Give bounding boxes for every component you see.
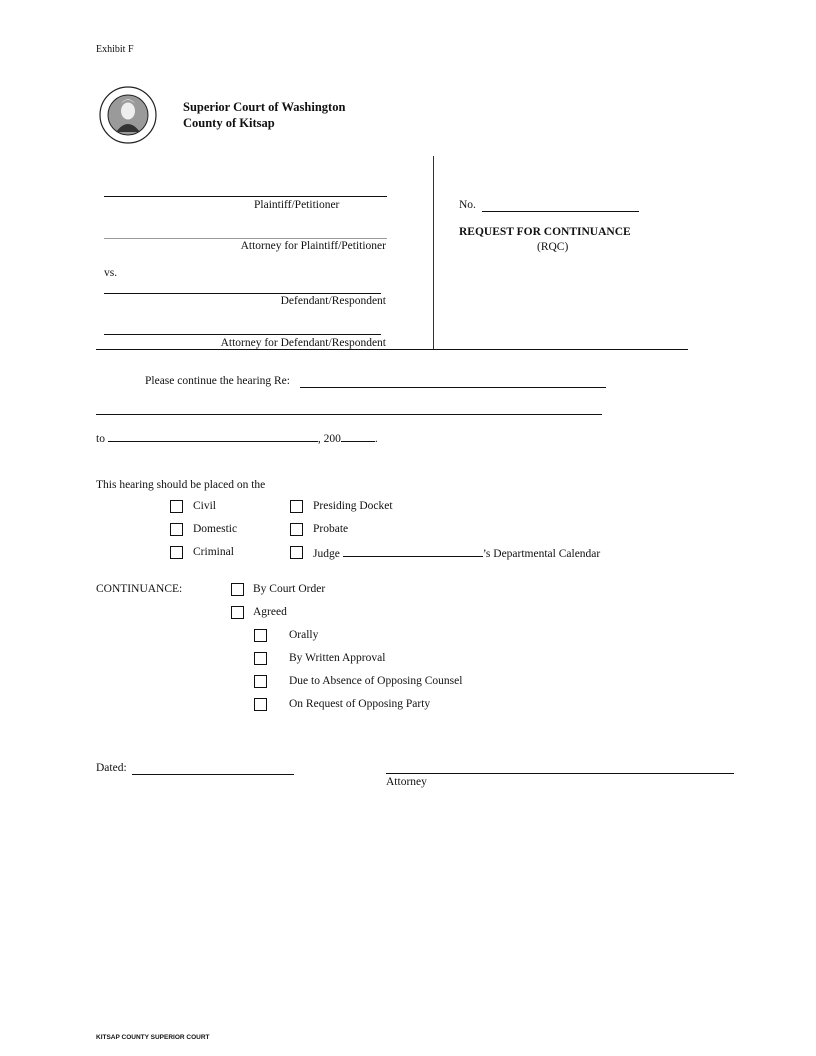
year-field[interactable]	[341, 431, 375, 442]
court-name: Superior Court of Washington	[183, 100, 346, 114]
presiding-docket-label: Presiding Docket	[313, 500, 393, 512]
defendant-field[interactable]	[104, 293, 381, 294]
attorney-signature-label: Attorney	[386, 776, 427, 788]
continuance-label: CONTINUANCE:	[96, 583, 183, 595]
period: .	[374, 433, 378, 445]
judge-name-field[interactable]	[343, 546, 483, 557]
caption-bottom-rule	[96, 349, 688, 350]
to-date-row	[96, 431, 378, 445]
attorney-defendant-label: Attorney for Defendant/Respondent	[220, 337, 386, 349]
presiding-docket-checkbox[interactable]	[290, 500, 303, 513]
exhibit-label: Exhibit F	[96, 44, 134, 55]
agreed-label: Agreed	[253, 606, 287, 618]
attorney-signature-field[interactable]	[386, 773, 734, 774]
document-code: (RQC)	[537, 241, 569, 253]
probate-label: Probate	[313, 523, 349, 535]
civil-checkbox[interactable]	[170, 500, 183, 513]
written-approval-checkbox[interactable]	[254, 652, 267, 665]
year-prefix: , 200	[317, 433, 341, 445]
orally-checkbox[interactable]	[254, 629, 267, 642]
document-title: REQUEST FOR CONTINUANCE	[459, 226, 631, 238]
domestic-checkbox[interactable]	[170, 523, 183, 536]
absence-opposing-counsel-label: Due to Absence of Opposing Counsel	[289, 675, 463, 687]
domestic-label: Domestic	[193, 523, 238, 535]
criminal-label: Criminal	[193, 546, 234, 558]
caption-divider	[433, 156, 434, 349]
hearing-re-field-line2[interactable]	[96, 414, 602, 415]
hearing-re-field[interactable]	[300, 387, 606, 388]
dated-field[interactable]	[132, 774, 294, 775]
criminal-checkbox[interactable]	[170, 546, 183, 559]
orally-label: Orally	[289, 629, 319, 641]
absence-opposing-counsel-checkbox[interactable]	[254, 675, 267, 688]
continue-hearing-label: Please continue the hearing Re:	[145, 375, 290, 387]
case-number-label: No.	[459, 199, 476, 211]
vs-label: vs.	[104, 267, 118, 279]
request-opposing-party-checkbox[interactable]	[254, 698, 267, 711]
placement-label: This hearing should be placed on the	[96, 479, 266, 491]
to-date-field[interactable]	[108, 431, 318, 442]
civil-label: Civil	[193, 500, 217, 512]
state-seal-logo	[99, 86, 157, 144]
plaintiff-label: Plaintiff/Petitioner	[254, 199, 340, 211]
to-label: to	[96, 433, 105, 445]
judge-row	[313, 546, 600, 560]
dated-label: Dated:	[96, 762, 127, 774]
request-opposing-party-label: On Request of Opposing Party	[289, 698, 431, 710]
by-court-order-checkbox[interactable]	[231, 583, 244, 596]
footer-text: KITSAP COUNTY SUPERIOR COURT	[96, 1034, 210, 1041]
defendant-label: Defendant/Respondent	[280, 295, 386, 307]
case-number-field[interactable]	[482, 211, 639, 212]
attorney-defendant-field[interactable]	[104, 334, 381, 335]
probate-checkbox[interactable]	[290, 523, 303, 536]
attorney-plaintiff-label: Attorney for Plaintiff/Petitioner	[240, 240, 386, 252]
agreed-checkbox[interactable]	[231, 606, 244, 619]
plaintiff-field[interactable]	[104, 196, 387, 197]
departmental-calendar-label: ’s Departmental Calendar	[482, 548, 601, 560]
attorney-plaintiff-field[interactable]	[104, 238, 387, 239]
by-court-order-label: By Court Order	[253, 583, 326, 595]
judge-label: Judge	[313, 548, 340, 560]
county-name: County of Kitsap	[183, 116, 275, 130]
judge-checkbox[interactable]	[290, 546, 303, 559]
written-approval-label: By Written Approval	[289, 652, 386, 664]
